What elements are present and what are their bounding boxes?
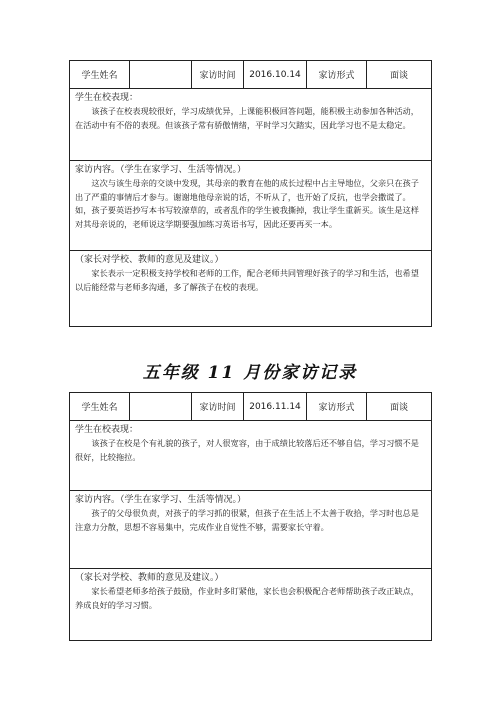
visit-time-value: 2016.10.14 bbox=[244, 61, 307, 88]
section-body: 这次与该生母亲的交谈中发现，其母亲的教育在他的成长过程中占主导地位，父亲只在孩子出了严重的事情后才参与。谢谢地他母亲说的话，不听从了，也开始了反抗，也学会撒谎了。如，孩子要英语抄写本书写较潦草的，或者乱作的学生被我撕掉，我让学生重新买。该生是这样对其母亲说的，老师说这学期要强加练习英语书写，因此还要再买一本。 bbox=[75, 178, 419, 229]
form-header-row bbox=[70, 393, 431, 421]
section-title: （家长对学校、教师的意见及建议。） bbox=[75, 255, 224, 265]
student-name-label: 学生姓名 bbox=[70, 393, 130, 420]
school-performance-section bbox=[70, 89, 431, 161]
section-body: 该孩子在校表现较很好，学习成绩优异，上课能积极回答问题，能积极主动参加各种活动，在活动中有不俗的表现。但该孩子常有骄傲情绪，平时学习欠踏实，因此学习也不是太稳定。 bbox=[75, 106, 419, 130]
visit-record-form-2 bbox=[69, 392, 432, 641]
visit-form-value: 面谈 bbox=[389, 71, 408, 81]
visit-time-value: 2016.11.14 bbox=[244, 393, 307, 420]
page-title: 五年级 11 月份家访记录 bbox=[142, 363, 358, 383]
visit-content-section bbox=[70, 491, 431, 569]
student-name-value bbox=[130, 393, 192, 420]
section-body: 家长表示一定积极支持学校和老师的工作，配合老师共同管理好孩子的学习和生活，也希望以后能经常与老师多沟通，多了解孩子在校的表现。 bbox=[75, 268, 419, 292]
section-title: 学生在校表现： bbox=[75, 93, 139, 103]
parent-opinion-section bbox=[70, 251, 431, 329]
section-title: （家长对学校、教师的意见及建议。） bbox=[75, 573, 224, 583]
section-body: 家长希望老师多给孩子鼓励，作业时多盯紧他，家长也会积极配合老师帮助孩子改正缺点，养成良好的学习习惯。 bbox=[75, 586, 419, 610]
visit-record-form-1 bbox=[69, 60, 432, 327]
section-body: 该孩子在校是个有礼貌的孩子，对人很宽容，由于成绩比较落后还不够自信，学习习惯不是很好，比较拖拉。 bbox=[75, 438, 419, 462]
form-header-row bbox=[70, 61, 431, 89]
student-name-value bbox=[130, 61, 192, 88]
section-title: 家访内容。（学生在家学习、生活等情况。） bbox=[75, 495, 247, 505]
parent-opinion-section bbox=[70, 569, 431, 643]
visit-form-value: 面谈 bbox=[389, 403, 408, 413]
student-name-label: 学生姓名 bbox=[70, 61, 130, 88]
visit-time-label: 家访时间 bbox=[192, 61, 244, 88]
visit-form-label: 家访形式 bbox=[307, 393, 367, 420]
school-performance-section bbox=[70, 421, 431, 491]
section-body: 孩子的父母很负责，对孩子的学习抓的很紧，但孩子在生活上不太善于收拾，学习时也总是注意力分散，思想不容易集中，完成作业自觉性不够，需要家长守着。 bbox=[75, 508, 419, 532]
visit-time-label: 家访时间 bbox=[192, 393, 244, 420]
section-title: 学生在校表现： bbox=[75, 425, 139, 435]
visit-form-label: 家访形式 bbox=[307, 61, 367, 88]
visit-content-section bbox=[70, 161, 431, 251]
section-title: 家访内容。（学生在家学习、生活等情况。） bbox=[75, 165, 247, 175]
